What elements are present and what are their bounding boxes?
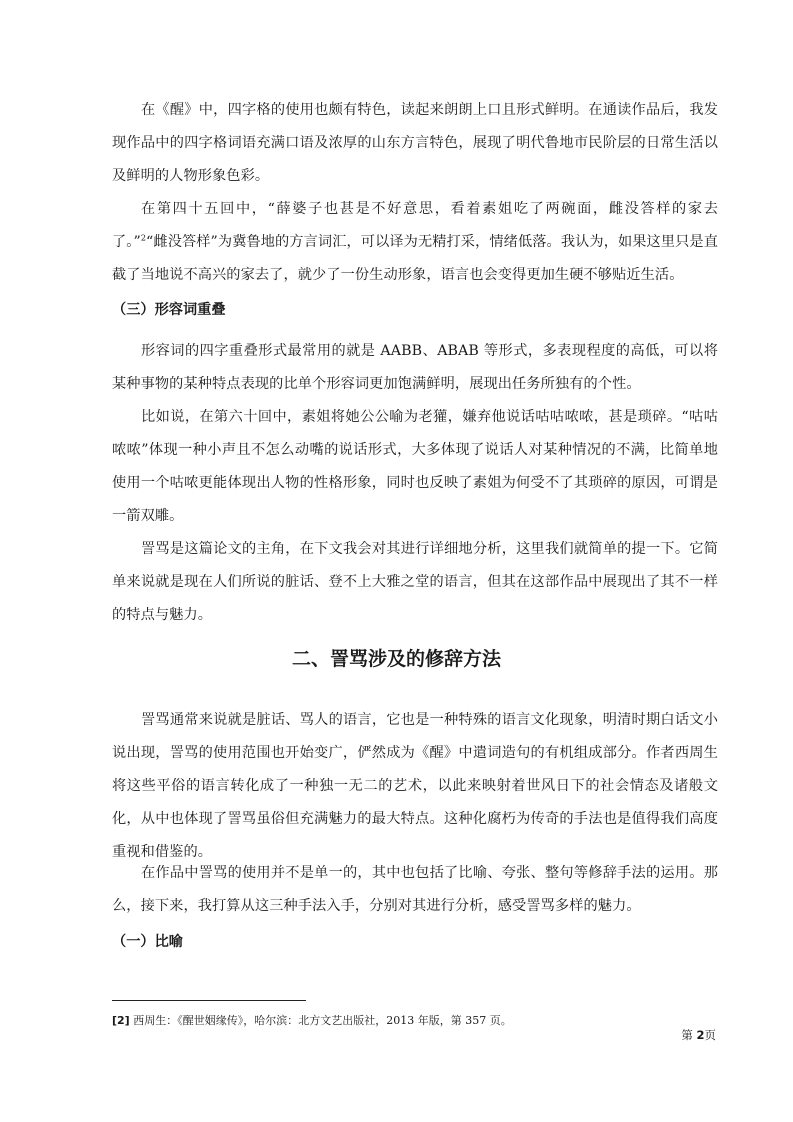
footnote-reference[interactable]: 2: [140, 233, 147, 243]
page-number: [681, 1026, 716, 1044]
page-number-value: 2: [696, 1028, 705, 1042]
quote-text: 在第四十五回中，“薛婆子也甚是不好意思，看着素姐吃了两碗面，雌没答样的家去了。”: [112, 201, 718, 250]
page-number-suffix: 页: [704, 1028, 716, 1042]
paragraph-curse-definition: 詈骂通常来说就是脏话、骂人的语言，它也是一种特殊的语言文化现象，明清时期白话文小说出现，詈骂的使用范围也开始变广，俨然成为《醒》中遣词造句的有机组成部分。作者西周生将这些平俗的语言转化成了一种独一无二的艺术，以此来映射着世风日下的社会情态及诸般文化，从中也体现了詈骂虽俗但充满魅力的最大特点。这种化腐朽为传奇的手法也是值得我们高度重视和借鉴的。: [112, 712, 718, 860]
explanation-text: “雌没答样”为冀鲁地的方言词汇，可以译为无精打采，情绪低落。我认为，如果这里只是直截了当地说不高兴的家去了，就少了一份生动形象，语言也会变得更加生硬不够贴近生活。: [112, 234, 718, 283]
footnote-number: [2]: [112, 1014, 130, 1027]
subheading-adjective-reduplication: （三）形容词重叠: [112, 302, 226, 318]
section-heading-rhetoric: 二、詈骂涉及的修辞方法: [291, 648, 501, 670]
paragraph-aabb-forms: 形容词的四字重叠形式最常用的就是 AABB、ABAB 等形式，多表现程度的高低，可以将某种事物的某种特点表现的比单个形容词更加饱满鲜明，展现出任务所独有的个性。: [112, 343, 718, 392]
paragraph-curse-intro: 詈骂是这篇论文的主角，在下文我会对其进行详细地分析，这里我们就简单的提一下。它简单来说就是现在人们所说的脏话、登不上大雅之堂的语言，但其在这部作品中展现出了其不一样的特点与魅力。: [112, 541, 718, 623]
paragraph-rhetoric-methods: 在作品中詈骂的使用并不是单一的，其中也包括了比喻、夸张、整句等修辞手法的运用。那么，接下来，我打算从这三种手法入手，分别对其进行分析，感受詈骂多样的魅力。: [112, 865, 718, 914]
paragraph-chapter-60-example: 比如说，在第六十回中，素姐将她公公喻为老獾，嫌弃他说话咕咕哝哝，甚是琐碎。“咕咕哝哝”体现一种小声且不怎么动嘴的说话形式，大多体现了说话人对某种情况的不满，比简单地使用一个咕哝更能体现出人物的性格形象，同时也反映了素姐为何受不了其琐碎的原因，可谓是一箭双雕。: [112, 409, 718, 524]
subheading-metaphor: （一）比喻: [112, 934, 183, 950]
footnote-divider: [112, 1000, 306, 1001]
footnote: [112, 1012, 512, 1030]
paragraph-chapter-45-example: [112, 193, 718, 292]
page-number-prefix: 第: [681, 1028, 693, 1042]
footnote-text: 西周生：《醒世姻缘传》，哈尔滨：北方文艺出版社，2013 年版，第 357 页。: [133, 1014, 512, 1027]
paragraph-four-character-idioms: 在《醒》中，四字格的使用也颇有特色，读起来朗朗上口且形式鲜明。在通读作品后，我发现作品中的四字格词语充满口语及浓厚的山东方言特色，展现了明代鲁地市民阶层的日常生活以及鲜明的人物形象色彩。: [112, 102, 718, 184]
